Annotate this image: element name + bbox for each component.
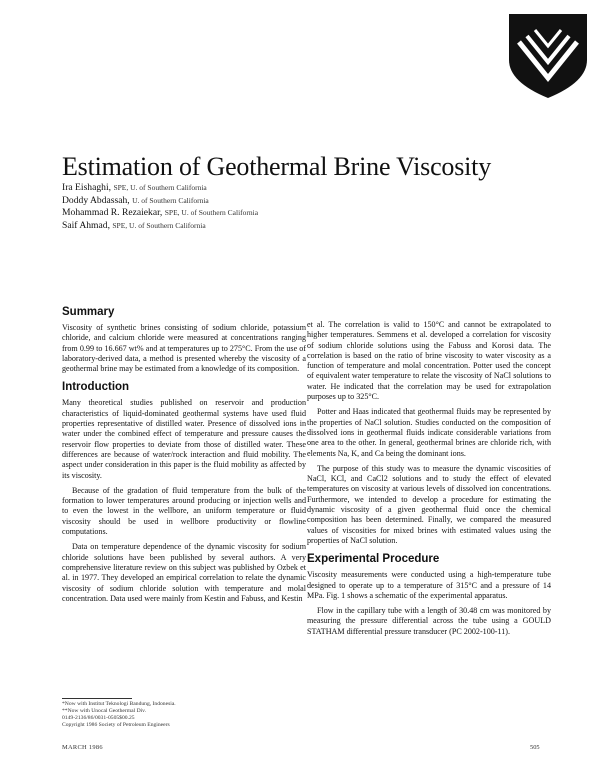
footnote: *Now with Institut Teknologi Bandung, Indonesia.: [62, 701, 176, 707]
summary-text: Viscosity of synthetic brines consisting of sodium chloride, potassium chloride, and calcium chloride were measured at concentrations ranging from 0.99 to 16.667 wt% and at temperatures up to 275°C. From the use of laboratory-derived data, a method is presented whereby the viscosity of a geothermal brine may be estimated from a knowledge of its composition.: [62, 323, 306, 374]
intro-paragraph: Many theoretical studies published on reservoir and production characteristics of liquid-dominated geothermal systems have used fluid properties representative of distilled water. Presence of dissolved ions in water under the combined effect of temperature and pressure causes the reservoir flow properties to deviate from those of distilled water. These differences are because of water/rock interaction and fluid mobility. The aspect under consideration in this paper is the fluid mobility as affected by its viscosity.: [62, 398, 306, 480]
author-entry: [62, 220, 362, 233]
author-name: Ira Eishaghi,: [62, 182, 112, 193]
intro-paragraph: Because of the gradation of fluid temperature from the bulk of the formation to lower temperatures around producing or injection wells and to even the lowest in the wellbore, an uniform temperature or fluid viscosity should be used in wellbore productivity or flowline computations.: [62, 485, 306, 537]
author-affiliation: SPE, U. of Southern California: [164, 208, 259, 217]
right-column: [307, 320, 551, 642]
author-affiliation: SPE, U. of Southern California: [113, 183, 207, 192]
author-name: Mohammad R. Rezaiekar,: [62, 207, 163, 218]
footnotes: [62, 698, 306, 729]
body-paragraph: Potter and Haas indicated that geothermal fluids may be represented by the properties of NaCl solution. Studies conducted on the composition of dissolved ions in geothermal fluids indicate considerable variations from one area to the other. In general, geothermal brines are chloride rich, with elements Na, K, and Ca being the dominant ions.: [307, 407, 551, 458]
body-paragraph: The purpose of this study was to measure the dynamic viscosities of NaCl, KCl, and CaCl2 solutions and to study the effect of elevated temperatures on viscosity at various levels of dissolved ion concentrations. Furthermore, we intended to develop a procedure for estimating the dynamic viscosity of a given geothermal fluid once the chemical composition has been determined. Finally, we compared the measured values of viscosities for mixed brines with estimated values using the properties of NaCl solution.: [307, 463, 551, 545]
author-entry: [62, 182, 362, 195]
body-paragraph: et al. The correlation is valid to 150°C and cannot be extrapolated to higher temperatures. Semmens et al. developed a correlation for viscosity of sodium chloride solutions using the Fabuss and Korosi data. The correlation is based on the ratio of brine viscosity to water viscosity as a function of temperature and molal concentration. Potter used the concept of equivalent water temperature to relate the viscosity of NaCl solutions to water. He indicated that the correlation may be used for extrapolation purposes up to 325°C.: [307, 320, 551, 402]
author-list: [62, 182, 362, 232]
experimental-paragraph: Flow in the capillary tube with a length of 30.48 cm was monitored by measuring the pressure differential across the tube using a GOULD STATHAM differential pressure transducer (PC 2002-100-11).: [307, 606, 551, 636]
introduction-heading: Introduction: [62, 381, 130, 394]
author-name: Doddy Abdassah,: [62, 194, 130, 206]
left-column: [62, 306, 306, 609]
footnote: Copyright 1986 Society of Petroleum Engineers: [62, 722, 170, 728]
author-affiliation: U. of Southern California: [132, 195, 209, 205]
summary-heading: Summary: [62, 306, 115, 318]
paper-title: Estimation of Geothermal Brine Viscosity: [62, 152, 491, 181]
footnote: **Now with Unocal Geothermal Div.: [62, 708, 146, 714]
footnote: 0149-2136/86/0031-0505$00.25: [62, 715, 135, 721]
author-entry: [62, 195, 362, 208]
journal-issue-date: MARCH 1986: [62, 744, 103, 751]
page-number: 505: [530, 744, 540, 751]
footnote-rule: [62, 698, 132, 699]
author-entry: [62, 207, 362, 220]
author-name: Saif Ahmad,: [62, 219, 110, 231]
experimental-paragraph: Viscosity measurements were conducted using a high-temperature tube designed to operate up to a temperature of 315°C and a pressure of 14 MPa. Fig. 1 shows a schematic of the experimental apparatus.: [307, 570, 551, 600]
author-affiliation: SPE, U. of Southern California: [112, 220, 206, 230]
intro-paragraph: Data on temperature dependence of the dynamic viscosity for sodium chloride solutions have been published by several authors. A very comprehensive literature review on this subject was published by Ozbek et al. in 1977. They developed an empirical correlation to relate the dynamic viscosity of sodium chloride solution with temperature and molal concentration. Data used were mainly from Kestin and Fabuss, and Kestin: [62, 542, 306, 603]
experimental-heading: Experimental Procedure: [307, 553, 440, 566]
journal-logo: [505, 8, 591, 100]
